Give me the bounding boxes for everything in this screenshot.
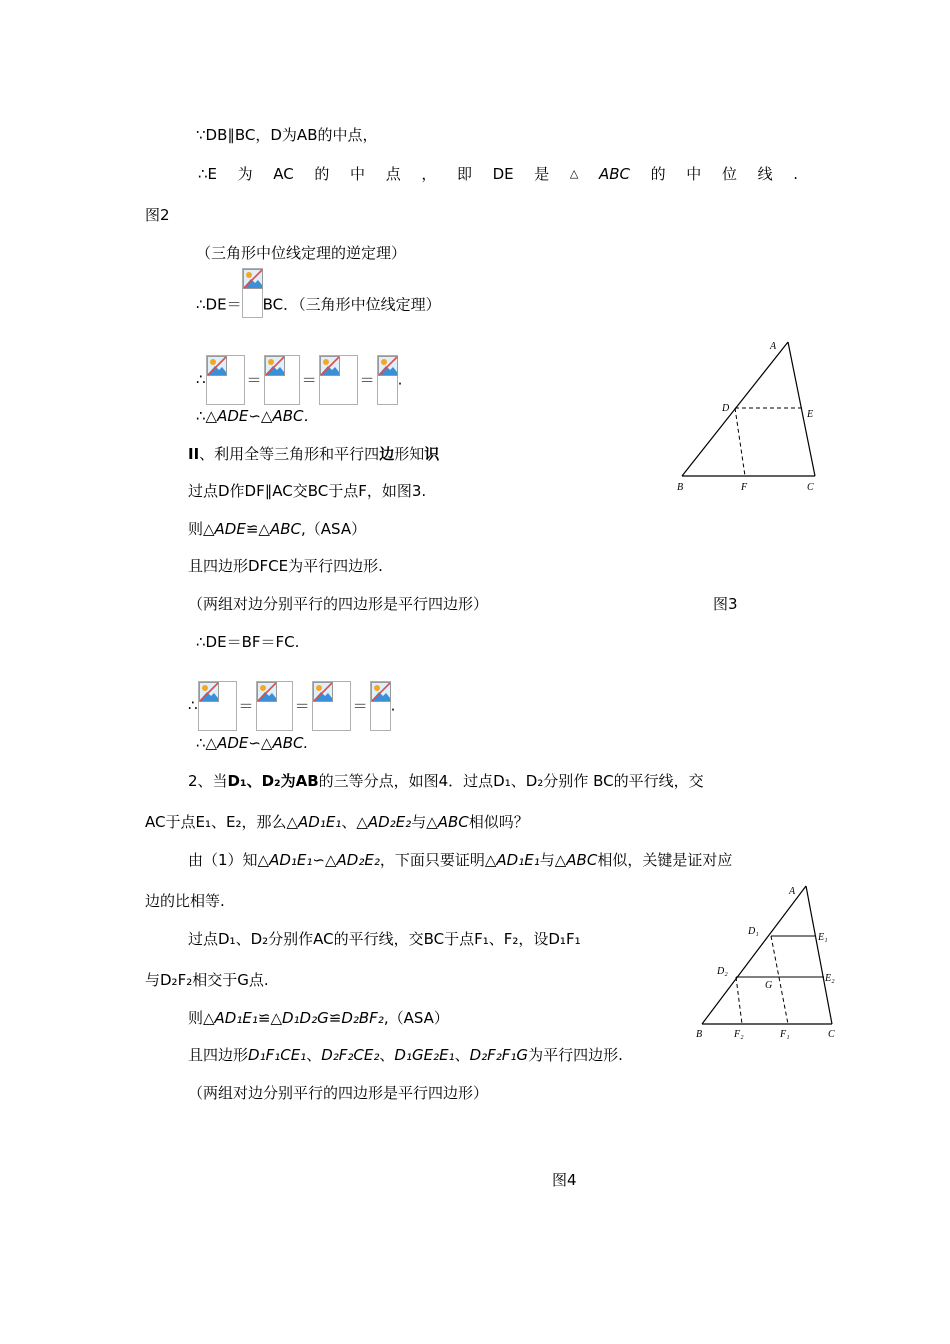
text: D₁GE₂E₁ xyxy=(394,1046,455,1064)
word: 为 xyxy=(237,165,253,183)
paragraph-4-line-2: 与D₂F₂相交于G点. xyxy=(145,971,269,989)
label-e2: E₂ xyxy=(825,973,835,984)
text: . xyxy=(390,696,396,715)
word: 中 xyxy=(686,165,702,183)
text: 与△ xyxy=(539,851,567,869)
equals-sign: ＝ xyxy=(238,697,254,715)
text: ABC xyxy=(269,520,301,538)
proof-line-14: ∴△ADE∽△ABC. xyxy=(196,734,309,752)
text: BC．（三角形中位线定理） xyxy=(262,295,441,314)
equals-sign: ＝ xyxy=(301,371,317,389)
word: . xyxy=(793,165,798,183)
image-placeholder-icon xyxy=(257,682,277,702)
word: 是 xyxy=(534,165,550,183)
word: AC xyxy=(273,165,294,183)
label-d1: D₁ xyxy=(748,926,759,937)
label-f1: F₁ xyxy=(780,1029,790,1040)
paragraph-5 xyxy=(188,1008,449,1028)
proof-line-12: ∴DE＝BF＝FC. xyxy=(196,633,300,651)
label-b: B xyxy=(677,482,684,493)
text: ≌△ xyxy=(245,520,270,538)
text: 则△ xyxy=(188,1009,215,1027)
text: AD₂E₂ xyxy=(336,851,380,869)
text: 、利用全等三角形和平行四 xyxy=(199,445,380,463)
segment-df xyxy=(735,408,745,476)
text: 为平行四边形. xyxy=(528,1046,623,1064)
proof-line-6: ∴△ADE∽△ABC． xyxy=(196,407,319,425)
text: AD₁E₁ xyxy=(214,1009,258,1027)
side-ac xyxy=(806,886,832,1024)
word: ， xyxy=(421,165,437,183)
text: ADE xyxy=(214,520,246,538)
label-d2: D₂ xyxy=(717,966,728,977)
text: D₁D₂G xyxy=(281,1009,329,1027)
proof-line-10: 且四边形DFCE为平行四边形. xyxy=(188,557,383,575)
text: AD₁E₁ xyxy=(496,851,540,869)
text: ∴ xyxy=(188,696,198,715)
broken-image-fraction xyxy=(242,268,263,318)
text: D₁F₁CE₁ xyxy=(248,1046,307,1064)
figure-3-triangle-diagram xyxy=(670,335,825,495)
image-placeholder-icon xyxy=(371,682,391,702)
equals-sign: ＝ xyxy=(294,697,310,715)
text: AC于点E₁、E₂，那么△ xyxy=(145,813,298,831)
word: △ xyxy=(569,167,579,180)
broken-image-fraction xyxy=(256,681,293,731)
figure-3-caption: 图3 xyxy=(713,595,738,613)
broken-image-fraction xyxy=(370,681,391,731)
question-2-line-2 xyxy=(145,812,529,832)
paragraph-4-line-1: 过点D₁、D₂分别作AC的平行线，交BC于点F₁、F₂，设D₁F₁ xyxy=(188,930,581,948)
text: 相似，关键是证对应 xyxy=(597,851,733,869)
word: 位 xyxy=(721,165,737,183)
text: 由（1）知△ xyxy=(188,851,270,869)
broken-image-fraction xyxy=(198,681,237,731)
side-ab xyxy=(702,886,806,1024)
proof-line-2 xyxy=(198,164,798,184)
text: ≌ xyxy=(328,1009,342,1027)
broken-image-fraction xyxy=(264,355,300,405)
label-a: A xyxy=(789,886,796,897)
text: ∴ xyxy=(196,370,206,389)
section-heading-ii xyxy=(188,444,439,464)
text: 形知 xyxy=(394,445,425,463)
text: ,（ASA） xyxy=(300,520,367,538)
word: 线 xyxy=(757,165,773,183)
paragraph-3-line-2: 边的比相等. xyxy=(145,892,225,910)
paragraph-6 xyxy=(188,1045,623,1065)
figure-2-caption: 图2 xyxy=(145,206,170,224)
text: 的三等分点，如图4．过点D₁、D₂分别作 BC的平行线，交 xyxy=(318,772,704,790)
text: 、△ xyxy=(341,813,368,831)
text: ∽△ xyxy=(312,851,337,869)
label-b: B xyxy=(696,1029,703,1040)
segment-d2f2 xyxy=(736,977,742,1024)
text: AD₂E₂ xyxy=(367,813,412,831)
label-g: G xyxy=(765,980,773,991)
text: . xyxy=(397,370,403,389)
label-a: A xyxy=(770,341,777,352)
text: ,（ASA） xyxy=(383,1009,449,1027)
text: D₁、D₂为AB xyxy=(227,772,319,790)
text: ，下面只要证明△ xyxy=(379,851,497,869)
text: 则△ xyxy=(188,520,215,538)
proof-line-3: （三角形中位线定理的逆定理） xyxy=(196,244,407,262)
text: ABC xyxy=(437,813,469,831)
label-c: C xyxy=(807,482,814,493)
word: 中 xyxy=(350,165,366,183)
text: 且四边形 xyxy=(188,1046,249,1064)
equals-sign: ＝ xyxy=(352,697,368,715)
word: 的 xyxy=(314,165,330,183)
figure-4-triangle-diagram xyxy=(690,880,840,1045)
label-e1: E₁ xyxy=(818,932,828,943)
paragraph-3-line-1 xyxy=(188,850,732,870)
text: ABC xyxy=(566,851,598,869)
text: 识 xyxy=(424,445,440,463)
text: D₂BF₂ xyxy=(341,1009,384,1027)
image-placeholder-icon xyxy=(313,682,333,702)
text: ∴DE＝ xyxy=(196,295,242,314)
word: ABC xyxy=(599,165,631,183)
text: AD₁E₁ xyxy=(269,851,313,869)
image-placeholder-icon xyxy=(265,356,285,376)
label-e: E xyxy=(807,409,814,420)
proof-line-11: （两组对边分别平行的四边形是平行四边形） xyxy=(188,595,489,613)
text: II xyxy=(188,445,200,463)
text: D₂F₂CE₂ xyxy=(321,1046,380,1064)
question-2-line-1 xyxy=(188,771,704,791)
text: AD₁E₁ xyxy=(298,813,342,831)
text: ≌△ xyxy=(257,1009,282,1027)
image-placeholder-icon xyxy=(378,356,398,376)
label-f: F xyxy=(741,482,748,493)
proof-line-8: 过点D作DF∥AC交BC于点F，如图3. xyxy=(188,482,427,500)
text: 、 xyxy=(306,1046,322,1064)
label-f2: F₂ xyxy=(734,1029,744,1040)
text: 相似吗？ xyxy=(468,813,529,831)
figure-4-caption: 图4 xyxy=(552,1171,577,1189)
word: 点 xyxy=(385,165,401,183)
proof-line-4 xyxy=(196,292,441,318)
broken-image-fraction xyxy=(319,355,358,405)
proof-line-1: ∵DB∥BC，D为AB的中点， xyxy=(196,126,378,144)
paragraph-7: （两组对边分别平行的四边形是平行四边形） xyxy=(188,1084,489,1102)
equals-sign: ＝ xyxy=(359,371,375,389)
word: DE xyxy=(492,165,514,183)
broken-image-fraction xyxy=(312,681,351,731)
word: 的 xyxy=(650,165,666,183)
label-c: C xyxy=(828,1029,835,1040)
proof-line-13 xyxy=(188,681,395,731)
image-placeholder-icon xyxy=(199,682,219,702)
text: 2、当 xyxy=(188,772,228,790)
word: ∴E xyxy=(198,165,218,183)
broken-image-fraction xyxy=(206,355,245,405)
text: 与△ xyxy=(411,813,438,831)
text: 、 xyxy=(379,1046,395,1064)
broken-image-fraction xyxy=(377,355,398,405)
image-placeholder-icon xyxy=(320,356,340,376)
text: D₂F₂F₁G xyxy=(469,1046,529,1064)
text: 边 xyxy=(379,445,395,463)
text: 、 xyxy=(454,1046,470,1064)
image-placeholder-icon xyxy=(243,269,263,289)
proof-line-5 xyxy=(196,355,402,405)
segment-d1f1 xyxy=(771,936,788,1024)
proof-line-9 xyxy=(188,519,366,539)
word: 即 xyxy=(456,165,472,183)
label-d: D xyxy=(722,403,730,414)
equals-sign: ＝ xyxy=(246,371,262,389)
image-placeholder-icon xyxy=(207,356,227,376)
